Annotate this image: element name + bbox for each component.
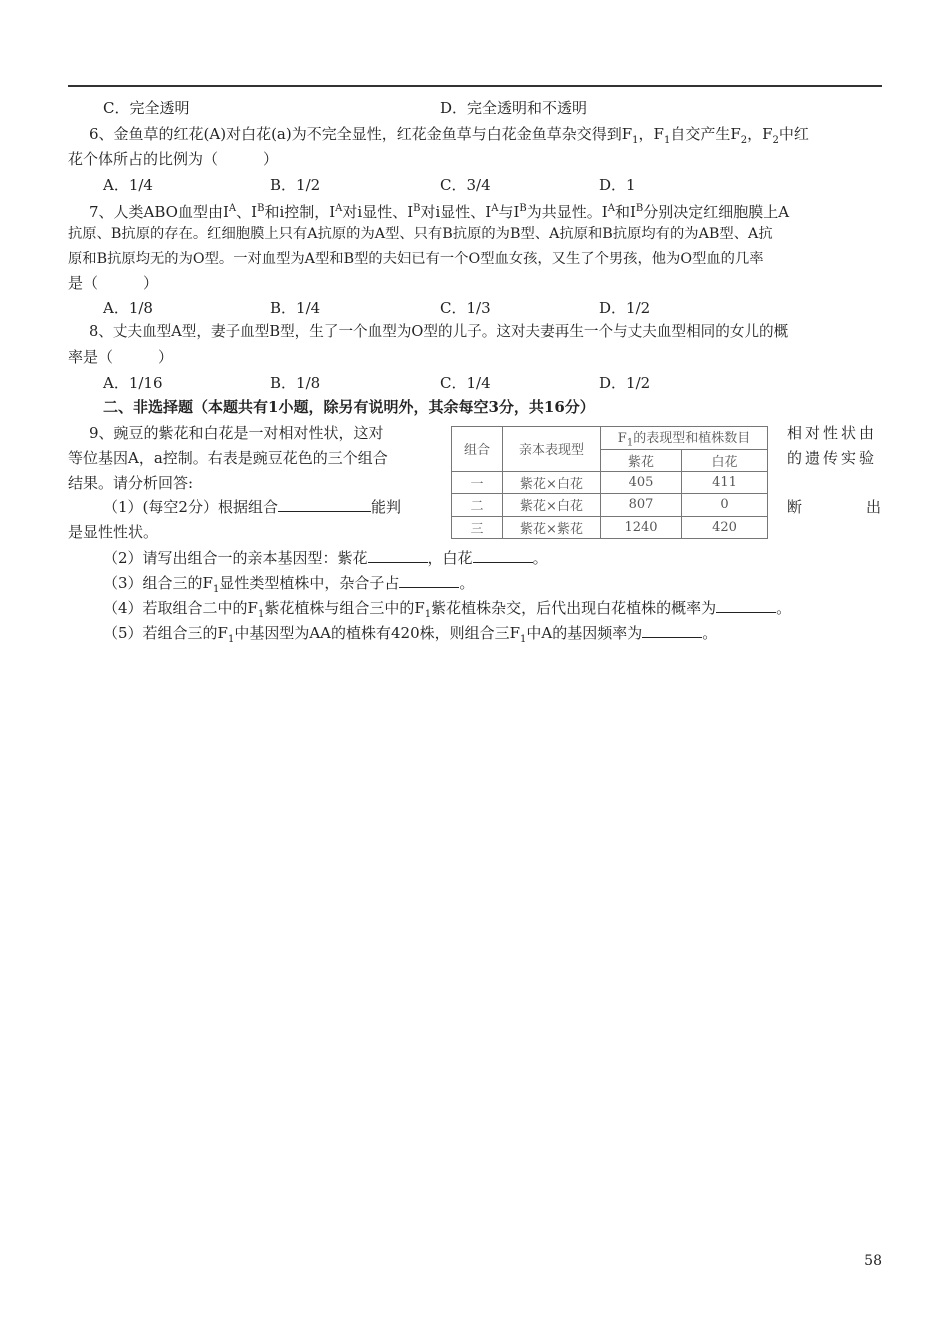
page-number: 58 — [864, 1253, 882, 1269]
cell-white: 420 — [682, 516, 768, 538]
q8-option-c: C．1/4 — [440, 374, 491, 392]
prev-option-c: C．完全透明 — [103, 99, 190, 117]
q9-right-line1: 相对性状由 — [787, 424, 878, 442]
cell-purple: 405 — [601, 471, 682, 493]
cell-group: 一 — [452, 471, 503, 493]
q6-option-d: D．1 — [599, 176, 636, 194]
q9-blank-2[interactable] — [368, 548, 428, 563]
section2-heading: 二、非选择题（本题共有1小题，除另有说明外，其余每空3分，共16分） — [103, 398, 595, 416]
prev-option-d: D．完全透明和不透明 — [440, 99, 588, 117]
cell-white: 0 — [682, 494, 768, 516]
q6-option-c: C．3/4 — [440, 176, 491, 194]
genetics-table — [451, 426, 768, 539]
q7-line4: 是（ ） — [68, 274, 159, 292]
q6-line1: 6、金鱼草的红花(A)对白花(a)为不完全显性，红花金鱼草与白花金鱼草杂交得到$F_1$，$F_1$自交产生$F_2$，$F_2$中红 — [89, 125, 809, 146]
cell-group: 三 — [452, 516, 503, 538]
q9-subq3: （3）组合三的$F_1$显性类型植株中，杂合子占 。 — [103, 574, 475, 595]
q9-subq5: （5）若组合三的$F_1$中基因型为AA的植株有420株，则组合三$F_1$中A的基因频率为 。 — [103, 624, 718, 645]
q7-option-b: B．1/4 — [270, 299, 321, 317]
q8-option-a: A．1/16 — [103, 374, 163, 392]
cell-parent: 紫花×白花 — [503, 494, 601, 516]
q9-blank-6[interactable] — [642, 623, 702, 638]
table-row — [452, 494, 768, 516]
q7-option-d: D．1/2 — [599, 299, 651, 317]
q8-option-b: B．1/8 — [270, 374, 321, 392]
table-row — [452, 516, 768, 538]
th-f1: $F_1$的表现型和植株数目 — [601, 427, 768, 450]
q9-right-line2: 的遗传实验 — [787, 449, 878, 467]
table-row — [452, 471, 768, 493]
q6-option-b: B．1/2 — [270, 176, 321, 194]
q6-line2: 花个体所占的比例为（ ） — [68, 150, 279, 168]
cell-purple: 807 — [601, 494, 682, 516]
th-group: 组合 — [452, 427, 503, 472]
q9-subq4: （4）若取组合二中的$F_1$紫花植株与组合三中的$F_1$紫花植株杂交，后代出现白花植株的概率为 。 — [103, 599, 792, 620]
q7-line2: 抗原、B抗原的存在。红细胞膜上只有A抗原的为A型、只有B抗原的为B型、A抗原和B抗原均有的为AB型、A抗 — [68, 226, 773, 242]
q9-left-line3: 结果。请分析回答: — [68, 474, 194, 492]
q7-option-a: A．1/8 — [103, 299, 153, 317]
th-parent: 亲本表现型 — [503, 427, 601, 472]
q9-subq2: （2）请写出组合一的亲本基因型：紫花 ，白花 。 — [103, 549, 548, 567]
cell-group: 二 — [452, 494, 503, 516]
q7-line3: 原和B抗原均无的为O型。一对血型为A型和B型的夫妇已有一个O型血女孩，又生了个男孩，他为O型血的几率 — [68, 251, 764, 267]
q8-line2: 率是（ ） — [68, 348, 174, 366]
q8-line1: 8、丈夫血型A型，妻子血型B型，生了一个血型为O型的儿子。这对夫妻再生一个与丈夫血型相同的女儿的概 — [89, 323, 789, 340]
q6-option-a: A．1/4 — [103, 176, 153, 194]
cell-white: 411 — [682, 471, 768, 493]
q9-left-line2: 等位基因A，a控制。右表是豌豆花色的三个组合 — [68, 449, 388, 467]
q9-left-line1: 9、豌豆的紫花和白花是一对相对性状，这对 — [89, 424, 384, 442]
q9-blank-3[interactable] — [473, 548, 533, 563]
q9-right-line4b: 出 — [866, 498, 882, 516]
q7-line1: 7、人类ABO血型由$I^A$、$I^B$和i控制，$I^A$对i显性、$I^B$对i显性、$I^A$与$I^B$为共显性。$I^A$和$I^B$分别决定红细胞膜上A — [89, 203, 790, 221]
th-white: 白花 — [682, 449, 768, 471]
header-rule — [68, 85, 882, 87]
q7-option-c: C．1/3 — [440, 299, 491, 317]
th-purple: 紫花 — [601, 449, 682, 471]
q9-right-line4a: 断 — [787, 498, 803, 516]
q9-subq1: （1）(每空2分）根据组合 能判 — [103, 498, 401, 516]
q9-blank-4[interactable] — [399, 573, 459, 588]
cell-parent: 紫花×白花 — [503, 471, 601, 493]
q9-blank-5[interactable] — [716, 598, 776, 613]
q9-left-line5: 是显性性状。 — [68, 523, 159, 541]
q9-blank-1[interactable] — [278, 497, 371, 512]
cell-purple: 1240 — [601, 516, 682, 538]
q8-option-d: D．1/2 — [599, 374, 651, 392]
cell-parent: 紫花×紫花 — [503, 516, 601, 538]
